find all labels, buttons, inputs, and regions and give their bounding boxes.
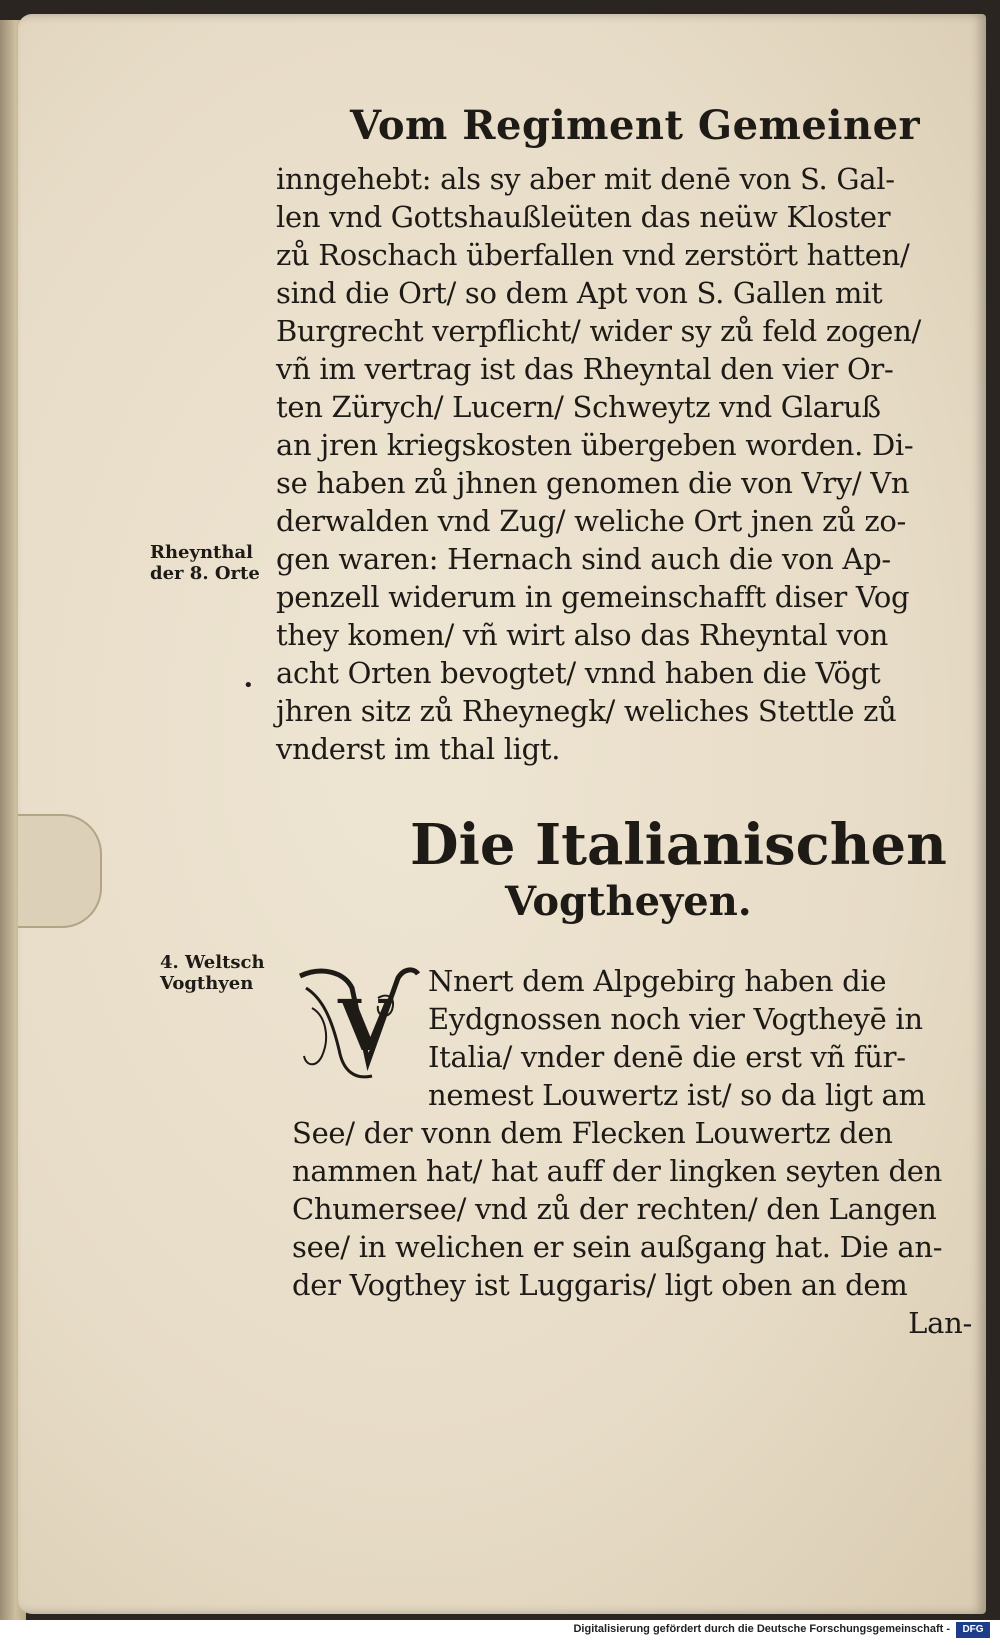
text-line: vñ im vertrag ist das Rheyntal den vier Or- <box>276 352 894 386</box>
running-header: Vom Regiment Gemeiner <box>350 102 921 149</box>
initial-letter: V <box>338 984 393 1067</box>
text-line: len vnd Gottshaußleüten das neüw Kloster <box>276 200 891 234</box>
margin-note-line: Rheynthal <box>150 542 253 563</box>
text-line: Nnert dem Alpgebirg haben die <box>428 964 887 998</box>
text-line: See/ der vonn dem Flecken Louwertz den <box>292 1116 893 1150</box>
text-line: inngehebt: als sy aber mit denē von S. Gal- <box>276 162 895 196</box>
margin-note-line: 4. Weltsch <box>160 952 265 973</box>
page-tab <box>18 814 102 928</box>
text-line: nemest Louwertz ist/ so da ligt am <box>428 1078 926 1112</box>
text-line: se haben zů jhnen genomen die von Vry/ Vn <box>276 466 910 500</box>
text-line: vnderst im thal ligt. <box>276 732 561 766</box>
text-line: derwalden vnd Zug/ weliche Ort jnen zů zo- <box>276 504 907 538</box>
catchword: Lan- <box>908 1306 972 1340</box>
margin-note-vogtheyen <box>160 952 265 994</box>
text-line: an jren kriegskosten übergeben worden. Di- <box>276 428 914 462</box>
text-line: Italia/ vnder denē die erst vñ für- <box>428 1040 906 1074</box>
text-line: gen waren: Hernach sind auch die von Ap- <box>276 542 891 576</box>
margin-note-line: der 8. Orte <box>150 563 260 584</box>
text-line: penzell widerum in gemeinschafft diser Vog <box>276 580 910 614</box>
paragraph-1 <box>276 160 966 768</box>
dfg-logo: DFG <box>956 1622 990 1638</box>
text-line: acht Orten bevogtet/ vnnd haben die Vögt <box>276 656 881 690</box>
section-subtitle: Vogtheyen. <box>505 878 752 925</box>
text-line: Chumersee/ vnd zů der rechten/ den Langen <box>292 1192 937 1226</box>
text-line: der Vogthey ist Luggaris/ ligt oben an dem <box>292 1268 908 1302</box>
text-line: Burgrecht verpflicht/ wider sy zů feld zogen/ <box>276 314 921 348</box>
section-title: Die Italianischen <box>410 812 947 878</box>
ink-dot: • <box>243 675 254 696</box>
text-line: ten Zürych/ Lucern/ Schweytz vnd Glaruß <box>276 390 881 424</box>
text-line: jhren sitz zů Rheynegk/ weliches Stettle zů <box>276 694 897 728</box>
margin-note-rheyntal <box>150 542 260 584</box>
margin-note-line: Vogthyen <box>160 973 254 994</box>
text-line: zů Roschach überfallen vnd zerstört hatten/ <box>276 238 910 272</box>
paragraph-2 <box>292 962 972 1342</box>
text-line: Eydgnossen noch vier Vogtheyē in <box>428 1002 923 1036</box>
text-line: see/ in welichen er sein außgang hat. Die an- <box>292 1230 943 1264</box>
text-line: sind die Ort/ so dem Apt von S. Gallen mit <box>276 276 883 310</box>
text-line: nammen hat/ hat auff der lingken seyten den <box>292 1154 942 1188</box>
text-line: they komen/ vñ wirt also das Rheyntal von <box>276 618 889 652</box>
footer-credit: Digitalisierung gefördert durch die Deutsche Forschungsgemeinschaft - <box>573 1623 950 1635</box>
